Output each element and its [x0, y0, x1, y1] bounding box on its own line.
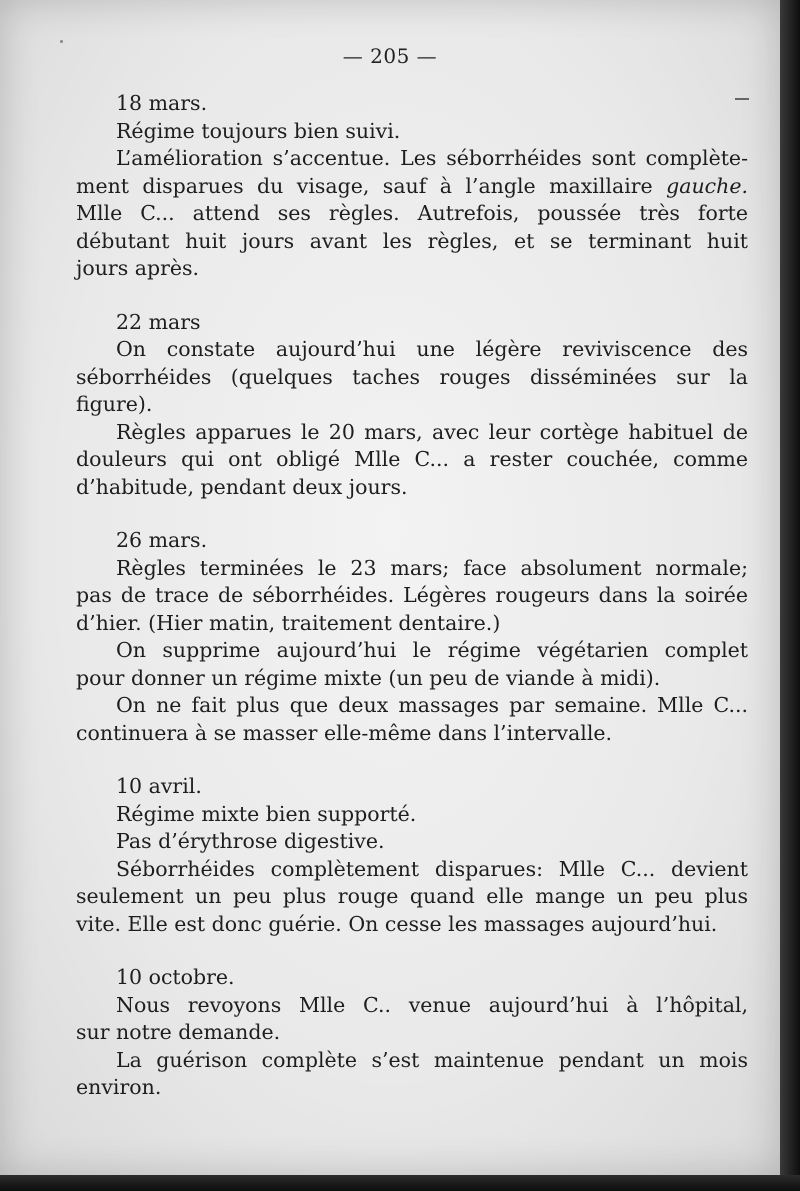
- text-line: séborrhéides (quelques taches rouges disséminées sur la figure).: [76, 364, 748, 416]
- speck: [60, 40, 63, 43]
- scan-edge-bottom: [0, 1175, 800, 1191]
- text-line: débutant huit jours avant les règles, et se terminant huit: [76, 228, 748, 253]
- text-line: jours après.: [76, 256, 200, 280]
- text-line: La guérison complète s’est maintenue pendant un mois: [116, 1047, 748, 1072]
- text-line: pour donner un régime mixte (un peu de viande à midi).: [76, 665, 661, 690]
- text-line: d’hier. (Hier matin, traitement dentaire.): [76, 610, 501, 635]
- entry-10-octobre: [76, 964, 748, 1102]
- text-line: On ne fait plus que deux massages par semaine. Mlle C...: [116, 693, 748, 717]
- entry-date: 10 octobre.: [116, 965, 235, 989]
- paragraph: [76, 419, 748, 502]
- text-line: Nous revoyons Mlle C.. venue aujourd’hui à l’hôpital,: [116, 992, 748, 1017]
- text-line: Mlle C... attend ses règles. Autrefois, poussée très forte: [76, 201, 748, 225]
- paragraph: Pas d’érythrose digestive.: [116, 829, 385, 853]
- entry-date: 18 mars.: [116, 91, 208, 115]
- paragraph: [76, 856, 748, 939]
- entry-date: 26 mars.: [116, 528, 208, 552]
- entry-date: 10 avril.: [116, 774, 202, 798]
- page-content: [76, 90, 748, 1102]
- scan-edge-right: [780, 0, 800, 1191]
- entry-22-mars: [76, 309, 748, 502]
- text-line: d’habitude, pendant deux jours.: [76, 474, 408, 499]
- paragraph: [76, 555, 748, 638]
- text-line: Séborrhéides complètement disparues: Mlle C... devient: [116, 856, 748, 881]
- entry-26-mars: [76, 527, 748, 747]
- text-line: continuera à se masser elle-même dans l’intervalle.: [76, 720, 613, 745]
- text-line: environ.: [76, 1075, 162, 1099]
- entry-date: 22 mars: [116, 309, 201, 334]
- text-line: Règles apparues le 20 mars, avec leur cortège habituel de: [116, 419, 748, 444]
- text-line: douleurs qui ont obligé Mlle C... a rester couchée, comme: [76, 447, 748, 471]
- paragraph: [76, 692, 748, 747]
- text-line: pas de trace de séborrhéides. Légères rougeurs dans la soirée: [76, 583, 748, 607]
- text-line: [76, 173, 748, 201]
- paragraph: [76, 336, 748, 419]
- italic-word: gauche.: [666, 173, 748, 198]
- entry-10-avril: [76, 773, 748, 938]
- paragraph: [76, 1047, 748, 1102]
- paragraph: [76, 145, 748, 283]
- text-fragment: ment disparues du visage, sauf à l’angle maxillaire: [76, 173, 653, 198]
- text-line: vite. Elle est donc guérie. On cesse les massages aujourd’hui.: [76, 911, 718, 936]
- paragraph: [76, 992, 748, 1047]
- page-number: — 205 —: [342, 44, 438, 68]
- text-line: Règles terminées le 23 mars; face absolument normale;: [116, 555, 748, 580]
- text-line: On constate aujourd’hui une légère reviviscence des: [116, 337, 748, 361]
- text-line: sur notre demande.: [76, 1020, 281, 1044]
- text-line: seulement un peu plus rouge quand elle mange un peu plus: [76, 884, 748, 908]
- paragraph: [76, 637, 748, 692]
- text-line: On supprime aujourd’hui le régime végétarien complet: [116, 638, 748, 662]
- paragraph: Régime mixte bien supporté.: [116, 801, 417, 826]
- text-line: L’amélioration s’accentue. Les séborrhéides sont complète-: [116, 146, 748, 170]
- paragraph: Régime toujours bien suivi.: [116, 118, 401, 143]
- entry-18-mars: [76, 90, 748, 283]
